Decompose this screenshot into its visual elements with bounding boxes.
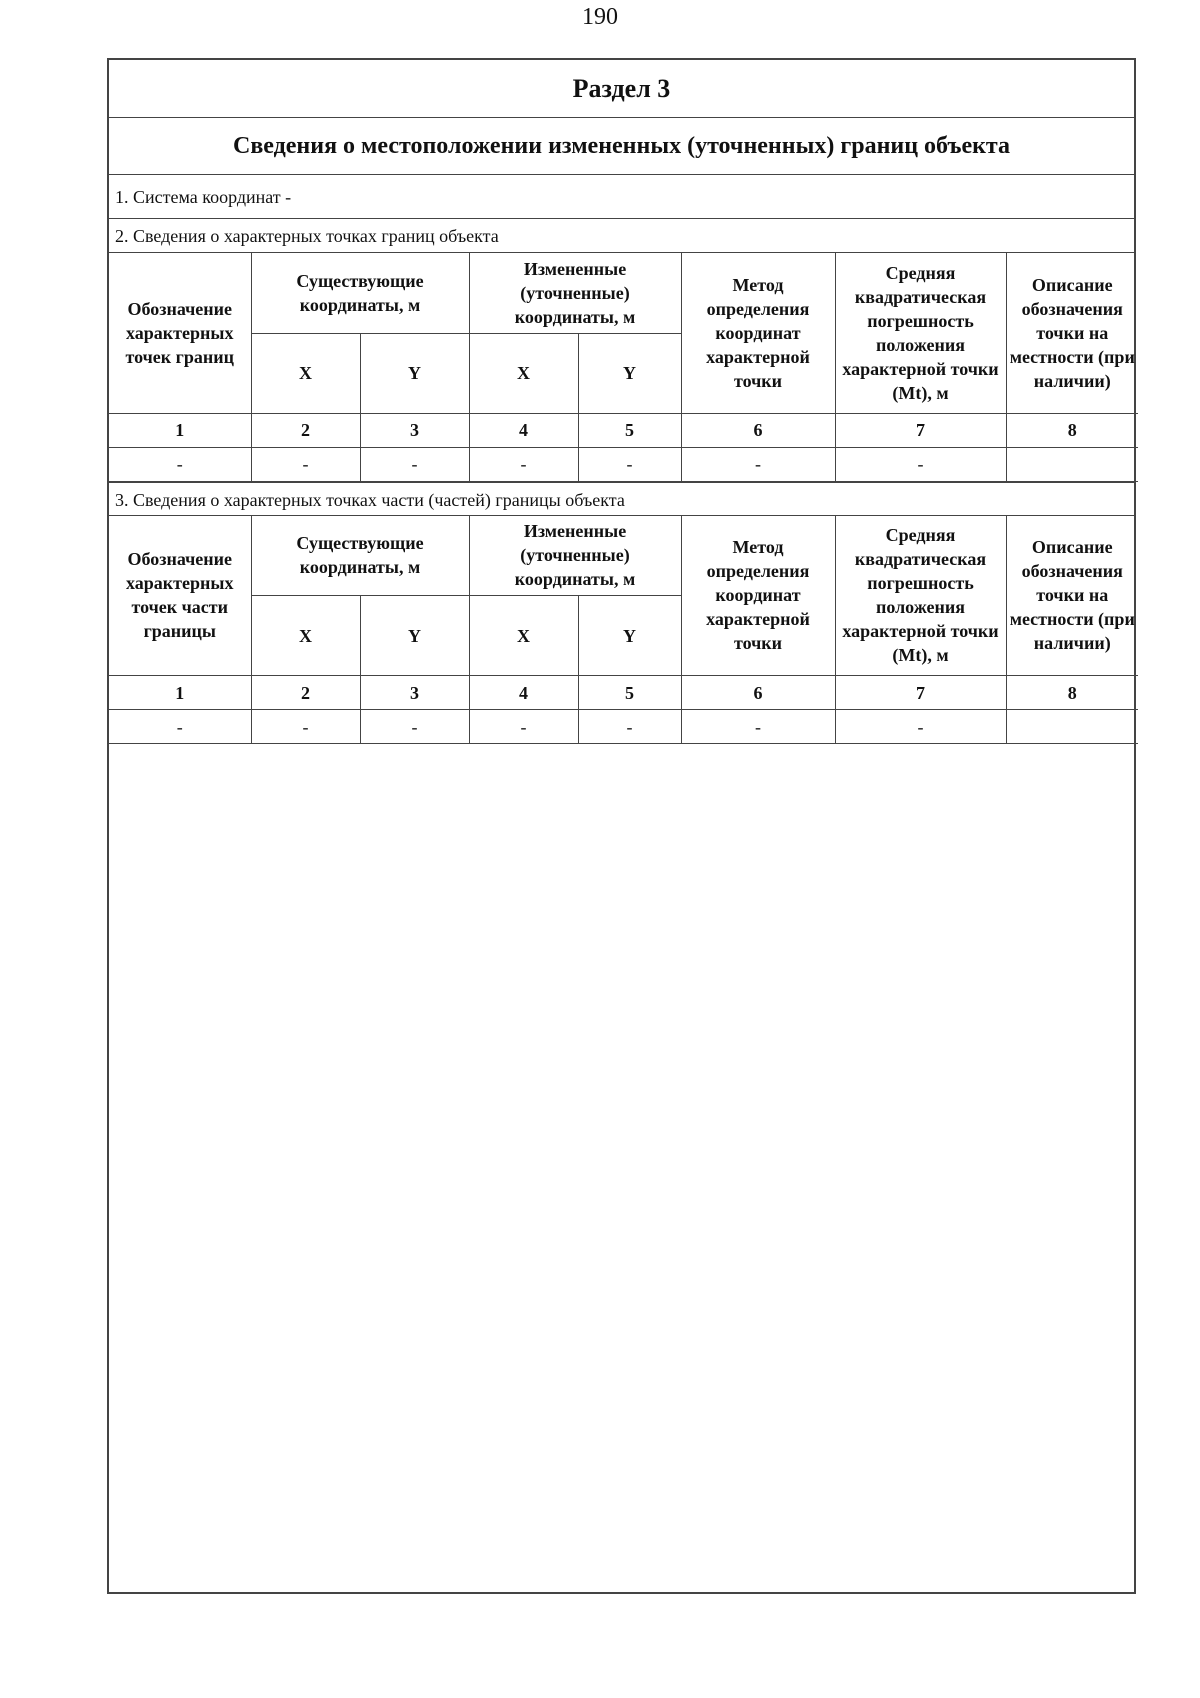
table-cell: - (469, 710, 578, 744)
col-existing-y: Y (360, 333, 469, 413)
col-method: Метод определения координат характерной точки (681, 516, 835, 676)
column-numbers-row (109, 676, 1138, 710)
col-designation: Обозначение характерных точек границ (109, 253, 251, 413)
column-number: 4 (469, 413, 578, 447)
table-cell: - (251, 447, 360, 481)
column-number: 4 (469, 676, 578, 710)
table-cell (1006, 447, 1138, 481)
table-cell: - (578, 447, 681, 481)
table-cell: - (360, 447, 469, 481)
table-cell (1006, 710, 1138, 744)
column-number: 7 (835, 676, 1006, 710)
column-number: 6 (681, 413, 835, 447)
column-number: 8 (1006, 676, 1138, 710)
coordinate-system-line: 1. Система координат - (109, 175, 1134, 219)
column-number: 7 (835, 413, 1006, 447)
col-changed-x: X (469, 333, 578, 413)
col-description: Описание обозначения точки на местности (при наличии) (1006, 516, 1138, 676)
column-number: 1 (109, 413, 251, 447)
col-existing-coords: Существующие координаты, м (251, 253, 469, 333)
col-method: Метод определения координат характерной точки (681, 253, 835, 413)
table-cell: - (251, 710, 360, 744)
table-cell: - (681, 447, 835, 481)
col-existing-x: X (251, 596, 360, 676)
table-cell: - (835, 447, 1006, 481)
column-number: 6 (681, 676, 835, 710)
table-row (109, 447, 1138, 481)
page-number: 190 (582, 4, 618, 30)
section-title: Раздел 3 (109, 60, 1134, 118)
column-number: 5 (578, 676, 681, 710)
col-changed-x: X (469, 596, 578, 676)
table-cell: - (109, 447, 251, 481)
column-number: 3 (360, 413, 469, 447)
part-boundary-points-heading: 3. Сведения о характерных точках части (частей) границы объекта (109, 482, 1134, 516)
document-frame (107, 58, 1136, 1594)
col-description: Описание обозначения точки на местности (при наличии) (1006, 253, 1138, 413)
table-row (109, 710, 1138, 744)
col-error: Средняя квадратическая погрешность положения характерной точки (Mt), м (835, 253, 1006, 413)
table-cell: - (835, 710, 1006, 744)
table-cell: - (109, 710, 251, 744)
col-changed-coords: Измененные (уточненные) координаты, м (469, 516, 681, 596)
col-existing-y: Y (360, 596, 469, 676)
boundary-points-table (109, 253, 1138, 482)
column-number: 3 (360, 676, 469, 710)
table-cell: - (578, 710, 681, 744)
col-changed-y: Y (578, 333, 681, 413)
col-existing-coords: Существующие координаты, м (251, 516, 469, 596)
table-cell: - (681, 710, 835, 744)
col-changed-coords: Измененные (уточненные) координаты, м (469, 253, 681, 333)
table-cell: - (469, 447, 578, 481)
col-changed-y: Y (578, 596, 681, 676)
column-number: 2 (251, 676, 360, 710)
column-number: 8 (1006, 413, 1138, 447)
column-number: 5 (578, 413, 681, 447)
section-subtitle: Сведения о местоположении измененных (уточненных) границ объекта (109, 118, 1134, 175)
part-boundary-points-table (109, 516, 1138, 745)
column-number: 1 (109, 676, 251, 710)
column-number: 2 (251, 413, 360, 447)
table-cell: - (360, 710, 469, 744)
boundary-points-heading: 2. Сведения о характерных точках границ объекта (109, 219, 1134, 253)
col-existing-x: X (251, 333, 360, 413)
column-numbers-row (109, 413, 1138, 447)
col-designation: Обозначение характерных точек части границы (109, 516, 251, 676)
col-error: Средняя квадратическая погрешность положения характерной точки (Mt), м (835, 516, 1006, 676)
